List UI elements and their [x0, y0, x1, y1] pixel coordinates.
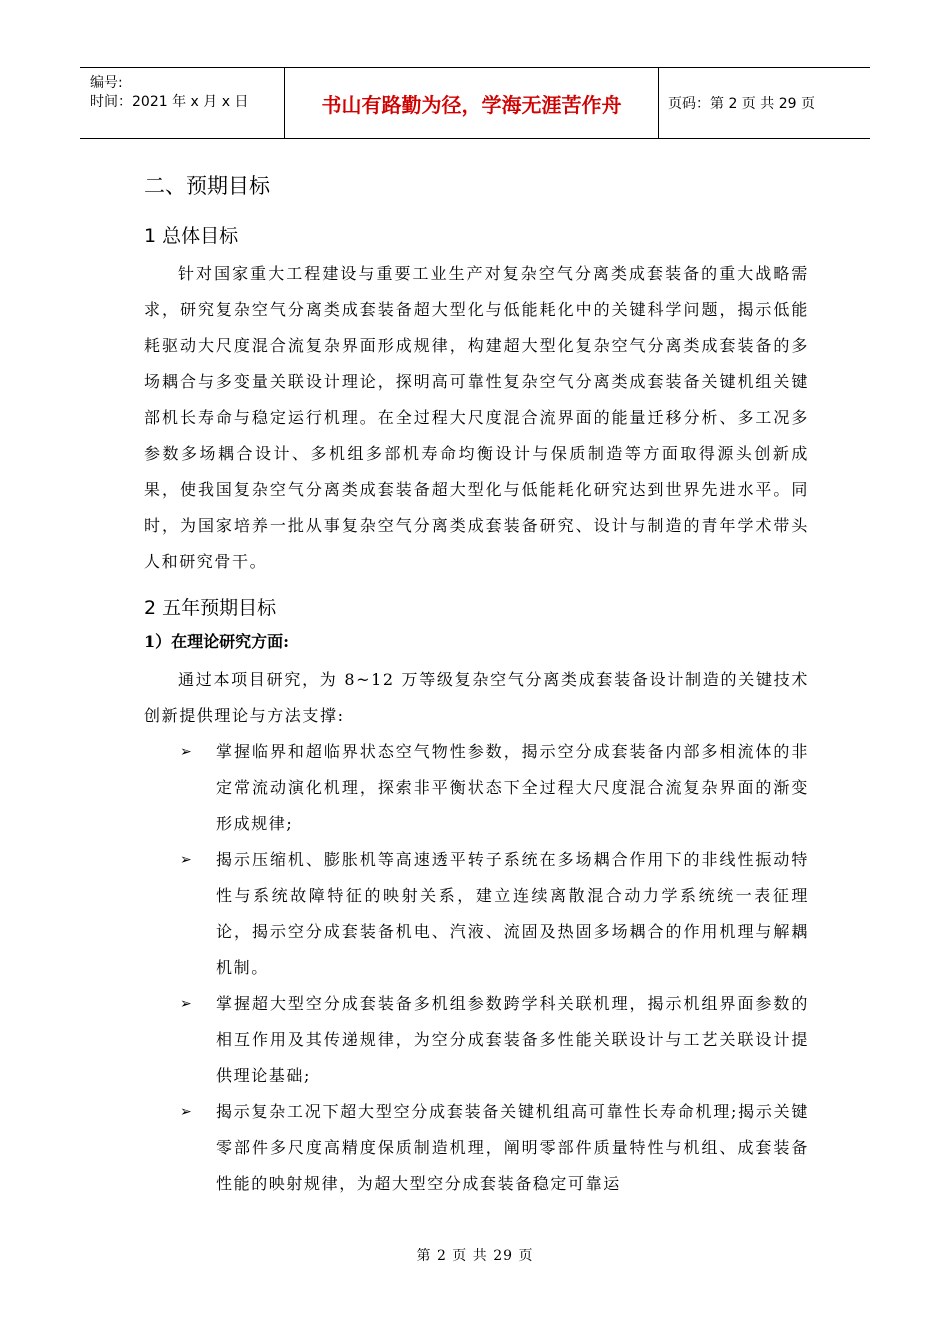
- header-divider: [658, 68, 659, 138]
- theory-intro: 通过本项目研究，为 8~12 万等级复杂空气分离类成套装备设计制造的关键技术创新提供理论与方法支撑:: [144, 670, 809, 725]
- list-item-text: 掌握临界和超临界状态空气物性参数，揭示空分成套装备内部多相流体的非定常流动演化机理，探索非平衡状态下全过程大尺度混合流复杂界面的渐变形成规律;: [216, 742, 809, 833]
- overall-goal-heading: 1 总体目标: [144, 225, 239, 247]
- page-footer: 第 2 页 共 29 页: [416, 1248, 534, 1264]
- number-label: 编号:: [90, 75, 123, 91]
- arrow-bullet-icon: ➢: [180, 996, 194, 1012]
- header-motto: 书山有路勤为径，学海无涯苦作舟: [321, 92, 622, 117]
- arrow-bullet-icon: ➢: [180, 1104, 194, 1120]
- list-item-text: 揭示压缩机、膨胀机等高速透平转子系统在多场耦合作用下的非线性振动特性与系统故障特征的映射关系，建立连续离散混合动力学系统统一表征理论，揭示空分成套装备机电、汽液、流固及热固多场耦合的作用机理与解耦机制。: [216, 850, 809, 977]
- document-body: [144, 168, 809, 1202]
- list-item: [144, 1094, 809, 1202]
- overall-goal-text: 针对国家重大工程建设与重要工业生产对复杂空气分离类成套装备的重大战略需求，研究复杂空气分离类成套装备超大型化与低能耗化中的关键科学问题，揭示低能耗驱动大尺度混合流复杂界面形成规律，构建超大型化复杂空气分离类成套装备的多场耦合与多变量关联设计理论，探明高可靠性复杂空气分离类成套装备关键机组关键部机长寿命与稳定运行机理。在全过程大尺度混合流界面的能量迁移分析、多工况多参数多场耦合设计、多机组多部机寿命均衡设计与保质制造等方面取得源头创新成果，使我国复杂空气分离类成套装备超大型化与低能耗化研究达到世界先进水平。同时，为国家培养一批从事复杂空气分离类成套装备研究、设计与制造的青年学术带头人和研究骨干。: [144, 264, 809, 571]
- time-label: 时间：2021 年 x 月 x 日: [90, 94, 249, 110]
- five-year-goal-heading: 2 五年预期目标: [144, 597, 277, 619]
- theory-bullet-list: [144, 734, 809, 1202]
- list-item: [144, 734, 809, 842]
- list-item-text: 掌握超大型空分成套装备多机组参数跨学科关联机理，揭示机组界面参数的相互作用及其传递规律，为空分成套装备多性能关联设计与工艺关联设计提供理论基础;: [216, 994, 809, 1085]
- list-item: [144, 842, 809, 986]
- header-meta: [90, 74, 280, 112]
- header-table: [80, 67, 870, 139]
- list-item: [144, 986, 809, 1094]
- arrow-bullet-icon: ➢: [180, 744, 194, 760]
- list-item-text: 揭示复杂工况下超大型空分成套装备关键机组高可靠性长寿命机理;揭示关键零部件多尺度高精度保质制造机理，阐明零部件质量特性与机组、成套装备性能的映射规律，为超大型空分成套装备稳定可靠运: [216, 1102, 809, 1193]
- arrow-bullet-icon: ➢: [180, 852, 194, 868]
- theory-subheading: 1）在理论研究方面:: [144, 632, 290, 651]
- section-title: 二、预期目标: [144, 174, 270, 198]
- header-page-info: 页码：第 2 页 共 29 页: [668, 96, 815, 112]
